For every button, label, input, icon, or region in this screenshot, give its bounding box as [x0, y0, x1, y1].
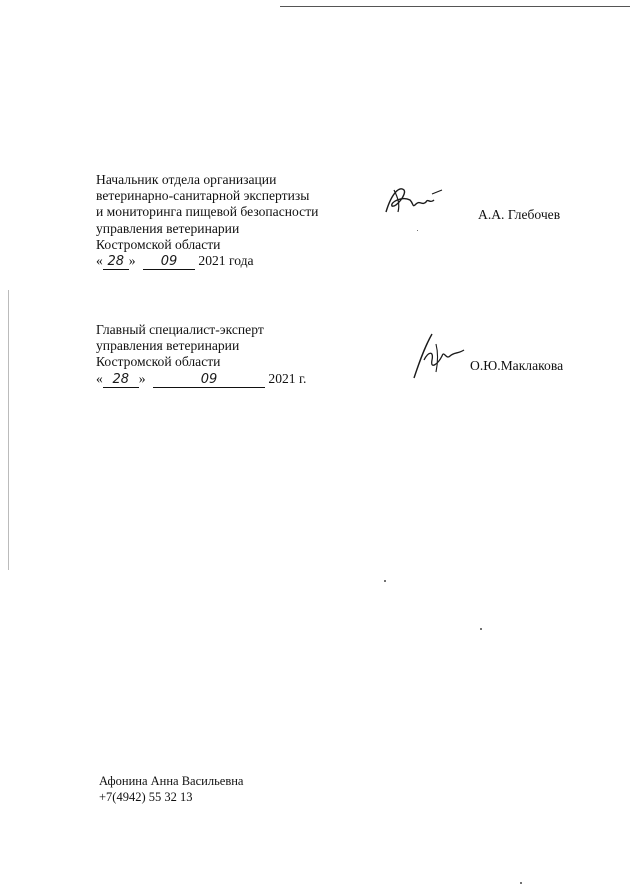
scan-edge-line [280, 6, 630, 7]
scan-speck [520, 882, 522, 884]
scan-speck [384, 580, 386, 582]
approval-block-2 [96, 322, 306, 388]
close-quote: » [128, 253, 136, 269]
position-line: управления ветеринарии [96, 220, 240, 236]
approval-date [96, 371, 306, 388]
position-line: Начальник отдела организации [96, 172, 277, 187]
scan-speck [480, 628, 482, 630]
open-quote: « [96, 370, 103, 386]
approval-date [96, 253, 318, 270]
signatory-name: А.А. Глебочев [478, 207, 561, 222]
position-line: ветеринарно-санитарной экспертизы [96, 188, 310, 204]
position-line: Костромской области [96, 236, 221, 252]
signature-glebochev [382, 182, 444, 220]
date-month: 09 [153, 373, 265, 388]
signatory-name: О.Ю.Маклакова [470, 358, 564, 373]
scan-left-edge [8, 290, 9, 570]
date-day: 28 [103, 373, 139, 388]
date-day: 28 [103, 255, 129, 270]
close-quote: » [138, 370, 146, 386]
contact-phone: +7(4942) 55 32 13 [99, 789, 193, 804]
position-line: управления ветеринарии [96, 338, 240, 354]
contact-footer [99, 774, 243, 805]
signature-maklakova [408, 330, 468, 382]
position-line: Костромской области [96, 354, 221, 370]
open-quote: « [96, 253, 103, 269]
contact-name: Афонина Анна Васильевна [99, 774, 244, 788]
approval-block-1 [96, 172, 318, 270]
position-line: и мониторинга пищевой безопасности [96, 204, 319, 220]
date-month: 09 [143, 255, 195, 270]
date-year-suffix: 2021 года [198, 253, 254, 269]
position-line: Главный специалист-эксперт [96, 322, 264, 337]
date-year-suffix: 2021 г. [268, 370, 307, 386]
scan-speck [417, 230, 418, 231]
